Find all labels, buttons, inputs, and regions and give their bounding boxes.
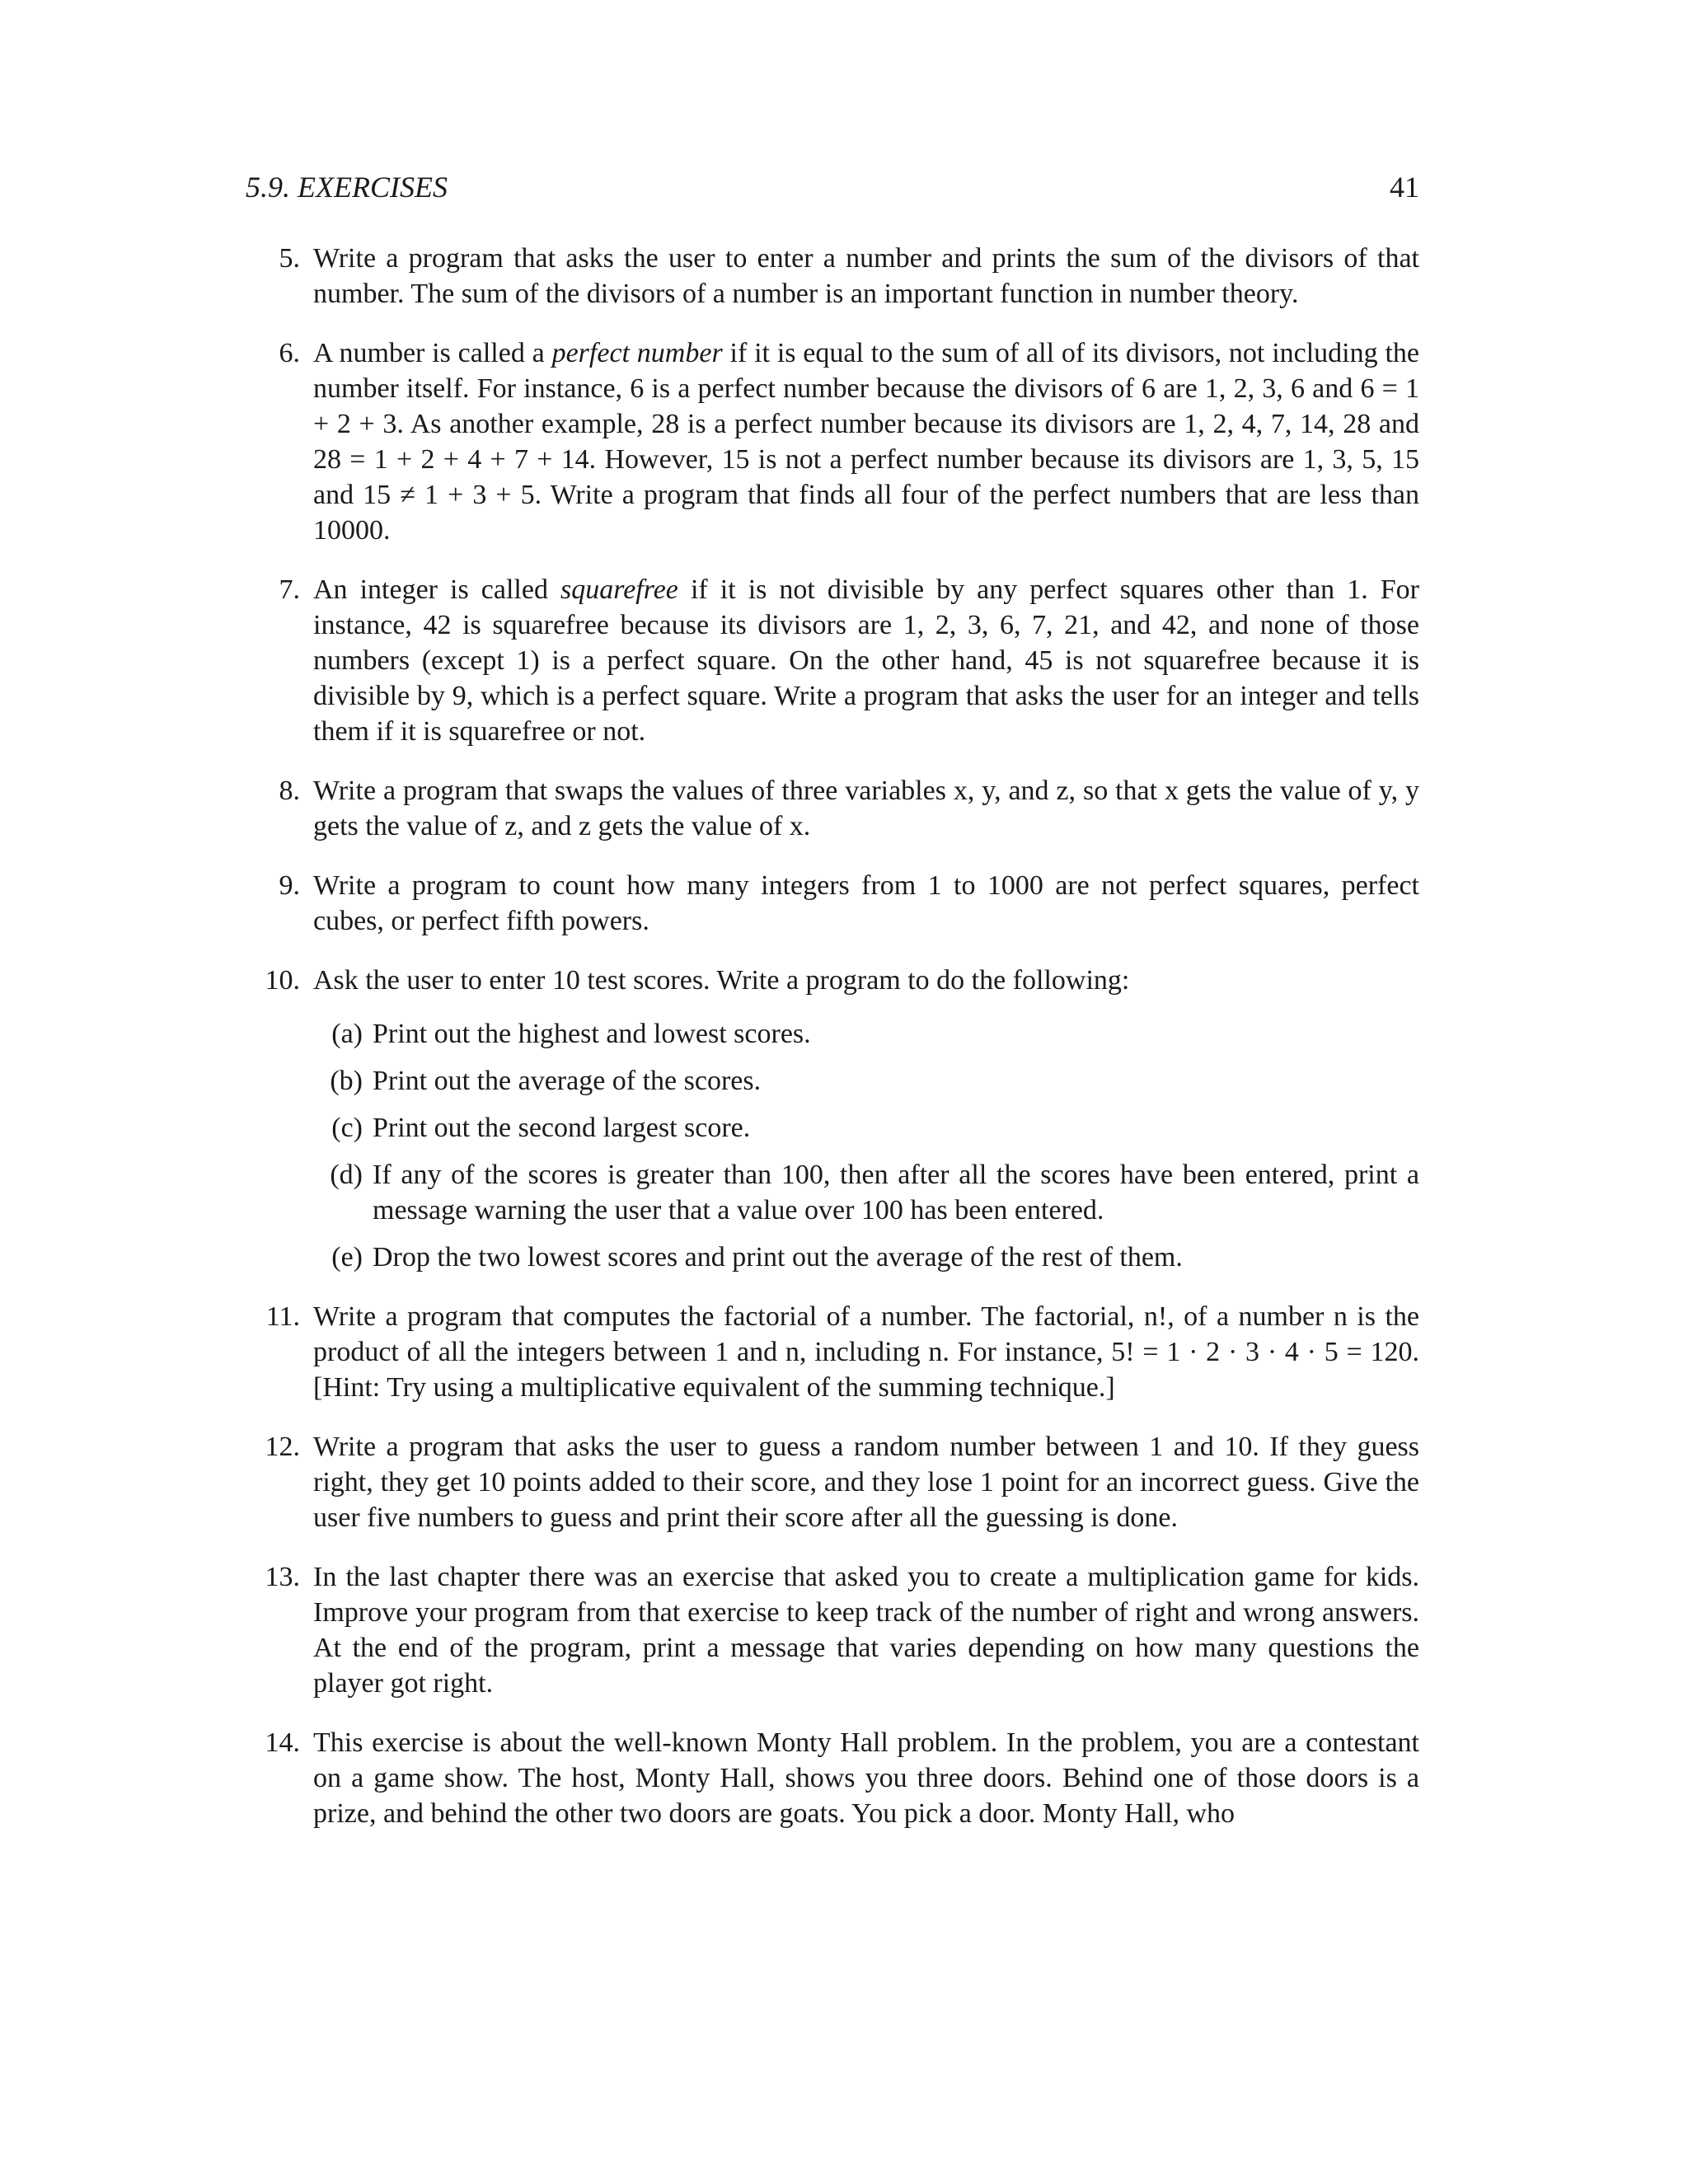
sub-item-label: (e): [331, 1242, 363, 1272]
sub-item-label: (c): [331, 1113, 363, 1143]
exercise-text-pre: A number is called a: [313, 338, 552, 368]
exercise-number: 14.: [265, 1727, 300, 1758]
sub-item: [313, 1063, 1419, 1099]
exercise-number: 6.: [279, 338, 300, 368]
exercise-number: 9.: [279, 870, 300, 901]
exercise-number: 7.: [279, 574, 300, 605]
exercise-12: [246, 1429, 1419, 1535]
defined-term: perfect number: [551, 338, 723, 368]
sub-item-text: Print out the average of the scores.: [373, 1066, 762, 1096]
exercise-text-post: if it is not divisible by any perfect squares other than 1. For instance, 42 is squarefree because its divisors are 1, 2, 3, 6, 7, 21, and 42, and none of those numbers (except 1) is a perfect square. On the other hand, 45 is not squarefree because it is divisible by 9, which is a perfect square. Write a program that asks the user for an integer and tells them if it is squarefree or not.: [313, 574, 1419, 747]
exercise-text: This exercise is about the well-known Monty Hall problem. In the problem, you are a contestant on a game show. The host, Monty Hall, shows you three doors. Behind one of those doors is a prize, and behind the other two doors are goats. You pick a door. Monty Hall, who: [313, 1727, 1419, 1829]
exercise-9: [246, 868, 1419, 939]
exercise-6: [246, 335, 1419, 548]
exercise-text: [313, 335, 1419, 548]
exercise-text: Ask the user to enter 10 test scores. Write a program to do the following:: [313, 965, 1130, 996]
defined-term: squarefree: [560, 574, 678, 605]
sub-item-text: Print out the highest and lowest scores.: [373, 1019, 811, 1049]
exercise-number: 8.: [279, 776, 300, 806]
sub-item: [313, 1240, 1419, 1275]
sub-item-text: Drop the two lowest scores and print out the average of the rest of them.: [373, 1242, 1183, 1272]
exercise-13: [246, 1559, 1419, 1701]
page-number: 41: [1390, 171, 1419, 204]
exercise-11: [246, 1299, 1419, 1405]
sub-item-list: [313, 1016, 1419, 1275]
exercise-text: Write a program that asks the user to enter a number and prints the sum of the divisors of that number. The sum of the divisors of a number is an important function in number theory.: [313, 243, 1419, 309]
exercise-number: 11.: [265, 1301, 300, 1332]
sub-item: [313, 1016, 1419, 1052]
exercise-8: [246, 773, 1419, 844]
exercise-number: 5.: [279, 243, 300, 274]
sub-item: [313, 1157, 1419, 1228]
sub-item: [313, 1110, 1419, 1146]
exercise-5: [246, 241, 1419, 312]
sub-item-text: Print out the second largest score.: [373, 1113, 751, 1143]
exercise-14: [246, 1725, 1419, 1831]
exercise-number: 12.: [265, 1432, 300, 1462]
exercise-text: In the last chapter there was an exercise that asked you to create a multiplication game for kids. Improve your program from that exercise to keep track of the number of right and wrong answers. At the end of the program, print a message that varies depending on how many questions the player got right.: [313, 1562, 1419, 1699]
section-title: 5.9. EXERCISES: [246, 171, 448, 204]
sub-item-text: If any of the scores is greater than 100, then after all the scores have been entered, print a message warning the user that a value over 100 has been entered.: [373, 1160, 1419, 1226]
exercise-text-pre: An integer is called: [313, 574, 560, 605]
exercise-number: 13.: [265, 1562, 300, 1592]
sub-item-label: (b): [330, 1066, 363, 1096]
exercise-text: Write a program that asks the user to guess a random number between 1 and 10. If they guess right, they get 10 points added to their score, and they lose 1 point for an incorrect guess. Give the user five numbers to guess and print their score after all the guessing is done.: [313, 1432, 1419, 1533]
exercise-text: Write a program that swaps the values of three variables x, y, and z, so that x gets the value of y, y gets the value of z, and z gets the value of x.: [313, 776, 1419, 841]
exercise-text-post: if it is equal to the sum of all of its divisors, not including the number itself. For instance, 6 is a perfect number because the divisors of 6 are 1, 2, 3, 6 and 6 = 1 + 2 + 3. As another example, 28 is a perfect number because its divisors are 1, 2, 4, 7, 14, 28 and 28 = 1 + 2 + 4 + 7 + 14. However, 15 is not a perfect number because its divisors are 1, 3, 5, 15 and 15 ≠ 1 + 3 + 5. Write a program that finds all four of the perfect numbers that are less than 10000.: [313, 338, 1419, 546]
exercise-10: [246, 963, 1419, 1275]
sub-item-label: (a): [331, 1019, 363, 1049]
exercise-text: Write a program to count how many integers from 1 to 1000 are not perfect squares, perfect cubes, or perfect fifth powers.: [313, 870, 1419, 936]
exercise-text: Write a program that computes the factorial of a number. The factorial, n!, of a number n is the product of all the integers between 1 and n, including n. For instance, 5! = 1 · 2 · 3 · 4 · 5 = 120. [Hint: Try using a multiplicative equivalent of the summing technique.]: [313, 1301, 1419, 1403]
sub-item-label: (d): [330, 1160, 363, 1190]
exercise-list: [246, 241, 1419, 1855]
exercise-7: [246, 572, 1419, 749]
running-header: [246, 169, 1419, 205]
exercise-number: 10.: [265, 965, 300, 996]
exercise-text: [313, 572, 1419, 749]
